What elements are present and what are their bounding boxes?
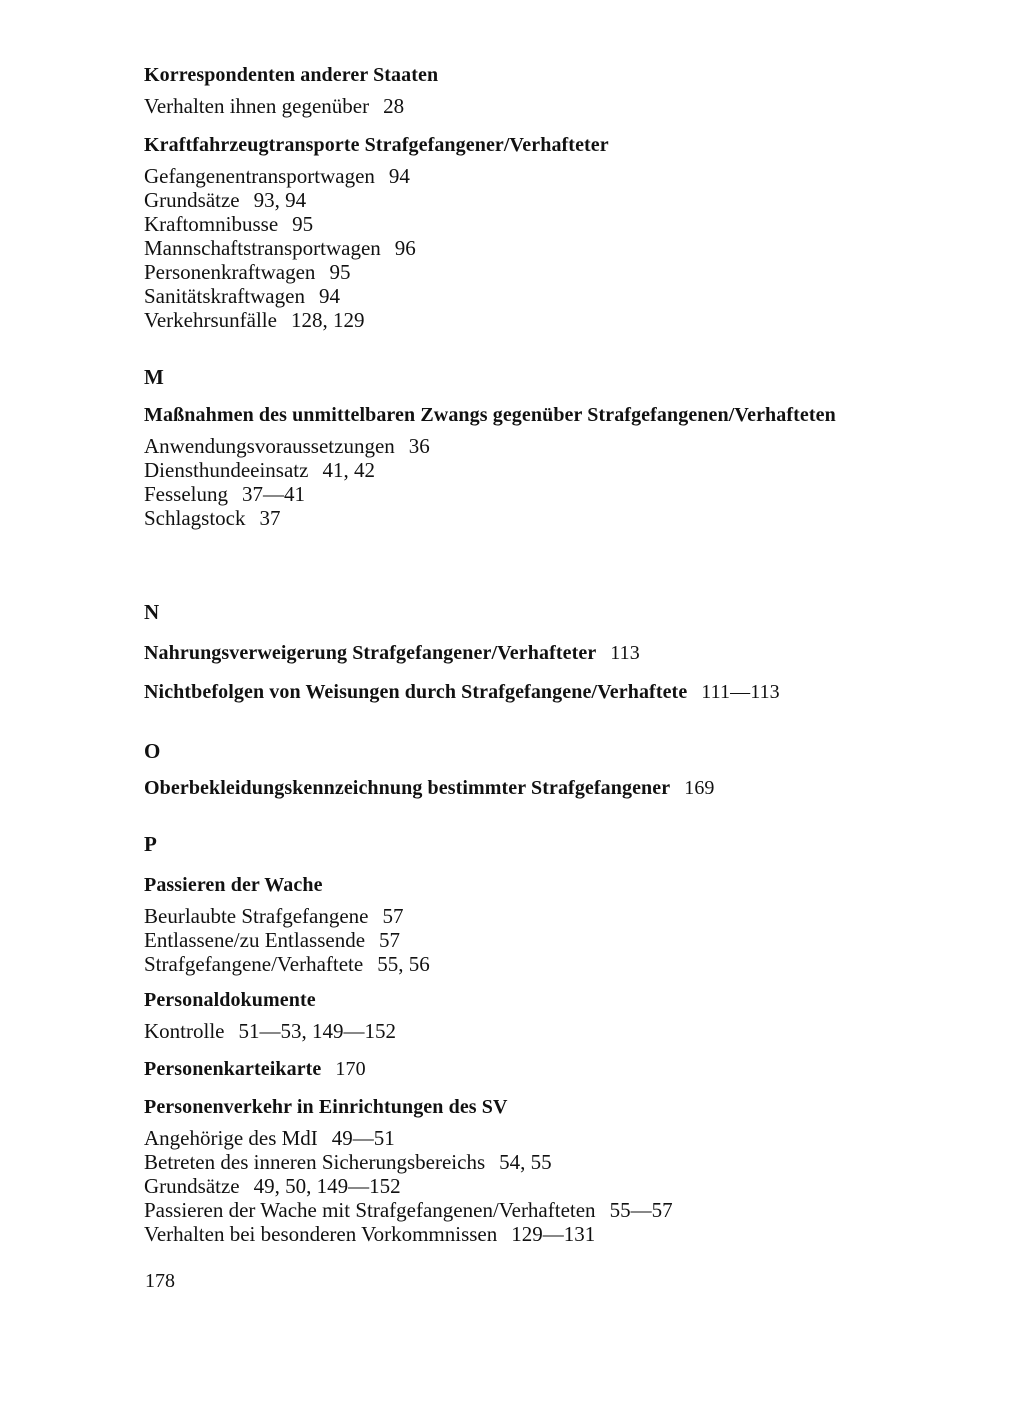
entry-heading (144, 60, 924, 90)
sub-entry (144, 94, 924, 118)
entry-heading-text: Maßnahmen des unmittelbaren Zwangs gegenüber Strafgefangenen/Verhafteten (144, 404, 836, 426)
sub-entry-pages: 129—131 (511, 1222, 596, 1246)
sub-entry-pages: 95 (329, 260, 351, 284)
sub-entry (144, 1126, 924, 1150)
entry-heading (144, 677, 924, 707)
entry-heading (144, 400, 904, 430)
sub-entry-pages: 37 (259, 506, 281, 530)
sub-entry (144, 952, 924, 976)
entry-heading (144, 870, 924, 900)
entry-heading-text: Personenkarteikarte (144, 1058, 322, 1080)
entry-heading (144, 1092, 924, 1122)
sub-entry-pages: 96 (394, 236, 416, 260)
index-entry (144, 870, 924, 976)
entry-heading-text: Personenverkehr in Einrichtungen des SV (144, 1096, 508, 1118)
entry-heading (144, 773, 924, 803)
sub-entry-pages: 37—41 (242, 482, 305, 506)
sub-entry-text: Strafgefangene/Verhaftete (144, 952, 364, 976)
sub-entry-pages: 36 (408, 434, 430, 458)
sub-entry-text: Kontrolle (144, 1019, 225, 1043)
sub-entry (144, 260, 924, 284)
index-entry (144, 773, 924, 803)
sub-entry-pages: 54, 55 (499, 1150, 552, 1174)
index-entry (144, 400, 924, 530)
sub-entry-text: Schlagstock (144, 506, 246, 530)
sub-entry (144, 1198, 924, 1222)
index-entry (144, 60, 924, 118)
sub-entry-pages: 41, 42 (322, 458, 375, 482)
entry-heading-text: Passieren der Wache (144, 874, 323, 896)
sub-entry-text: Angehörige des MdI (144, 1126, 318, 1150)
sub-entry-text: Verhalten ihnen gegenüber (144, 94, 370, 118)
sub-entry-pages: 57 (379, 928, 401, 952)
sub-entry-text: Fesselung (144, 482, 228, 506)
sub-entry (144, 1174, 924, 1198)
sub-entry (144, 904, 924, 928)
entry-heading-text: Nahrungsverweigerung Strafgefangener/Verhafteter (144, 642, 597, 664)
entry-heading-text: Korrespondenten anderer Staaten (144, 64, 439, 86)
sub-entry (144, 308, 924, 332)
index-entry (144, 985, 924, 1043)
sub-entry-pages: 128, 129 (290, 308, 365, 332)
sub-entry-text: Passieren der Wache mit Strafgefangenen/Verhafteten (144, 1198, 596, 1222)
sub-entry (144, 212, 924, 236)
entry-heading (144, 130, 924, 160)
sub-entry-text: Mannschaftstransportwagen (144, 236, 381, 260)
entry-heading (144, 1054, 924, 1084)
section-letter: O (144, 739, 161, 763)
index-entry (144, 638, 924, 668)
sub-entry (144, 1222, 924, 1246)
sub-entry-text: Entlassene/zu Entlassende (144, 928, 366, 952)
sub-entry-pages: 49, 50, 149—152 (253, 1174, 401, 1198)
sub-entry (144, 434, 924, 458)
sub-entry (144, 1019, 924, 1043)
sub-entry-text: Grundsätze (144, 1174, 240, 1198)
sub-entry-text: Beurlaubte Strafgefangene (144, 904, 369, 928)
sub-entry (144, 482, 924, 506)
sub-entry-text: Grundsätze (144, 188, 240, 212)
sub-entry-text: Verkehrsunfälle (144, 308, 277, 332)
index-entry (144, 1054, 924, 1084)
sub-entry (144, 506, 924, 530)
sub-entry-pages: 28 (383, 94, 405, 118)
index-entry (144, 130, 924, 332)
sub-entry-pages: 57 (382, 904, 404, 928)
sub-entry-text: Anwendungsvoraussetzungen (144, 434, 395, 458)
sub-entry-text: Verhalten bei besonderen Vorkommnissen (144, 1222, 498, 1246)
section-letter: N (144, 600, 160, 624)
sub-entry-text: Betreten des inneren Sicherungsbereichs (144, 1150, 486, 1174)
sub-entry (144, 236, 924, 260)
entry-heading-pages: 170 (335, 1058, 366, 1080)
sub-entry-text: Gefangenentransportwagen (144, 164, 375, 188)
sub-entry (144, 164, 924, 188)
entry-heading-text: Nichtbefolgen von Weisungen durch Strafgefangene/Verhaftete (144, 681, 688, 703)
page-number: 178 (145, 1270, 175, 1292)
sub-entry-text: Diensthundeeinsatz (144, 458, 309, 482)
entry-heading (144, 638, 924, 668)
entry-heading (144, 985, 924, 1015)
entry-heading-text: Kraftfahrzeugtransporte Strafgefangener/Verhafteter (144, 134, 609, 156)
sub-entry-text: Personenkraftwagen (144, 260, 316, 284)
sub-entry-pages: 55—57 (609, 1198, 673, 1222)
entry-heading-pages: 111—113 (701, 681, 780, 703)
sub-entry-text: Sanitätskraftwagen (144, 284, 305, 308)
sub-entry-text: Kraftomnibusse (144, 212, 279, 236)
sub-entry-pages: 49—51 (331, 1126, 395, 1150)
sub-entry-pages: 94 (388, 164, 410, 188)
entry-heading-text: Personaldokumente (144, 989, 316, 1011)
sub-entry (144, 1150, 924, 1174)
sub-entry (144, 928, 924, 952)
index-entry (144, 677, 924, 707)
sub-entry-pages: 93, 94 (253, 188, 307, 212)
sub-entry-pages: 51—53, 149—152 (238, 1019, 396, 1043)
sub-entry (144, 458, 924, 482)
entry-heading-text: Oberbekleidungskennzeichnung bestimmter Strafgefangener (144, 777, 671, 799)
section-letter: M (144, 365, 164, 389)
index-entry (144, 1092, 924, 1246)
sub-entry (144, 284, 924, 308)
sub-entry-pages: 95 (292, 212, 314, 236)
section-letter: P (144, 832, 157, 856)
entry-heading-pages: 113 (610, 642, 640, 664)
sub-entry (144, 188, 924, 212)
entry-heading-pages: 169 (684, 777, 715, 799)
sub-entry-pages: 55, 56 (377, 952, 430, 976)
sub-entry-pages: 94 (318, 284, 340, 308)
